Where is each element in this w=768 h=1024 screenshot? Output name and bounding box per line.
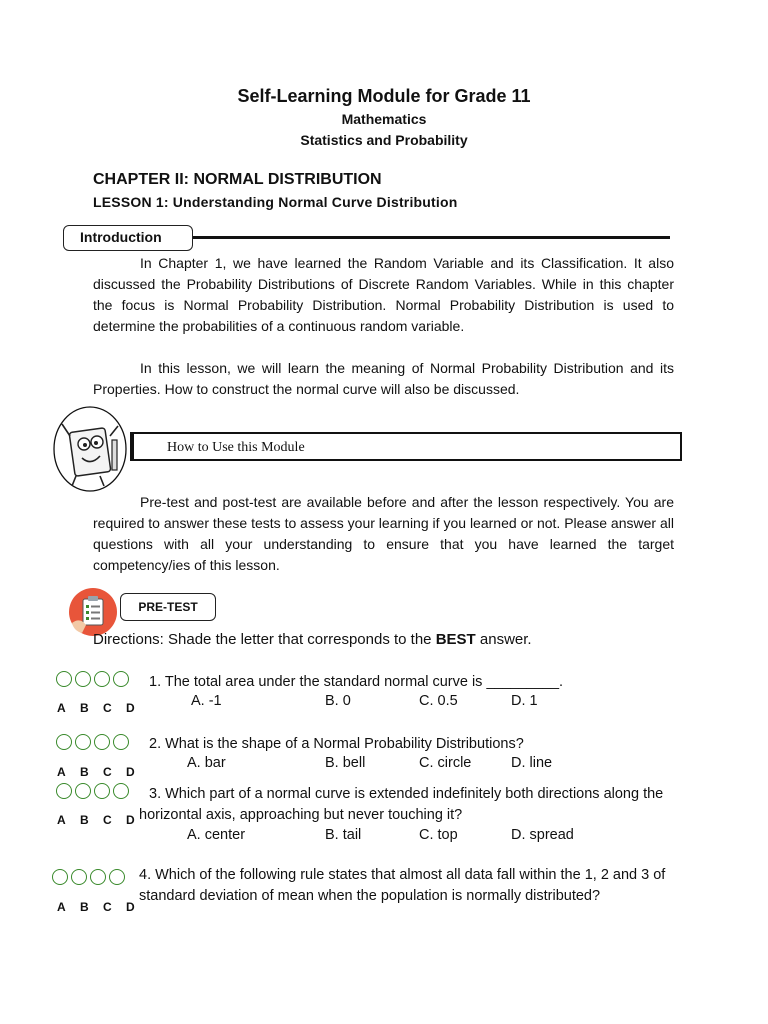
answer-bubbles-q2 [56, 734, 129, 750]
section-divider [193, 236, 670, 239]
chapter-heading: CHAPTER II: NORMAL DISTRIBUTION [93, 171, 382, 188]
q2-option-b: B. bell [325, 755, 366, 771]
bubble-d[interactable] [113, 671, 129, 687]
answer-bubbles-q1 [56, 671, 129, 687]
question-4-text: 4. Which of the following rule states that almost all data fall within the 1, 2 and 3 of standard deviation of mean when the population is normally distributed? [139, 867, 666, 904]
question-1-text: 1. The total area under the standard normal curve is _________. [149, 674, 564, 690]
bubble-c[interactable] [90, 869, 106, 885]
bubble-b[interactable] [75, 734, 91, 750]
q2-option-c: C. circle [419, 755, 472, 771]
intro-paragraph-1: In Chapter 1, we have learned the Random Variable and its Classification. It also discussed the Probability Distributions of Discrete Random Variables. While in this chapter the focus is Normal Probability Distribution. Normal Probability Distribution is used to determine the probabilities of a continuous random variable. [93, 255, 674, 334]
q1-option-a: A. -1 [191, 693, 222, 709]
q1-option-d: D. 1 [511, 693, 538, 709]
pretest-label: PRE-TEST [120, 593, 216, 621]
bubble-a[interactable] [52, 869, 68, 885]
answer-bubbles-q3 [56, 783, 129, 799]
q3-option-d: D. spread [511, 827, 574, 843]
cartoon-book-mascot-icon [52, 406, 128, 492]
bubble-d[interactable] [113, 734, 129, 750]
bubble-a[interactable] [56, 671, 72, 687]
lesson-heading: LESSON 1: Understanding Normal Curve Distribution [93, 194, 458, 210]
how-to-paragraph: Pre-test and post-test are available before and after the lesson respectively. You are required to answer these tests to assess your learning if you learned or not. Please answer all questions with all your understanding to ensure that you have learned the target competency/ies of this lesson. [93, 494, 674, 573]
intro-paragraph-2: In this lesson, we will learn the meaning of Normal Probability Distribution and its Properties. How to construct the normal curve will also be discussed. [93, 360, 674, 397]
bubble-c[interactable] [94, 671, 110, 687]
bubble-letters-q3: A B C D [57, 813, 135, 827]
bubble-c[interactable] [94, 783, 110, 799]
clipboard-icon [68, 587, 118, 637]
subject-title: Mathematics [341, 111, 427, 127]
bubble-b[interactable] [75, 671, 91, 687]
bubble-letters-q2: A B C D [57, 765, 135, 779]
q1-option-b: B. 0 [325, 693, 351, 709]
bubble-b[interactable] [75, 783, 91, 799]
how-to-use-label: How to Use this Module [130, 432, 682, 461]
bubble-letters-q1: A B C D [57, 701, 135, 715]
pretest-directions: Directions: Shade the letter that corresponds to the BEST answer. [93, 631, 532, 648]
q2-option-d: D. line [511, 755, 553, 771]
bubble-letters-q4: A B C D [57, 900, 135, 914]
q3-option-a: A. center [187, 827, 246, 843]
introduction-label: Introduction [63, 225, 193, 251]
q3-option-b: B. tail [325, 827, 362, 843]
course-title: Statistics and Probability [300, 132, 468, 148]
bubble-d[interactable] [113, 783, 129, 799]
q2-option-a: A. bar [187, 755, 226, 771]
q3-option-c: C. top [419, 827, 458, 843]
question-2-text: 2. What is the shape of a Normal Probability Distributions? [149, 736, 524, 752]
bubble-d[interactable] [109, 869, 125, 885]
answer-bubbles-q4 [52, 869, 125, 885]
bubble-b[interactable] [71, 869, 87, 885]
module-title: Self-Learning Module for Grade 11 [237, 86, 531, 106]
bubble-a[interactable] [56, 783, 72, 799]
q1-option-c: C. 0.5 [419, 693, 458, 709]
question-3-text: 3. Which part of a normal curve is extended indefinitely both directions along the horizontal axis, approaching but never touching it? [139, 786, 664, 823]
bubble-a[interactable] [56, 734, 72, 750]
bubble-c[interactable] [94, 734, 110, 750]
